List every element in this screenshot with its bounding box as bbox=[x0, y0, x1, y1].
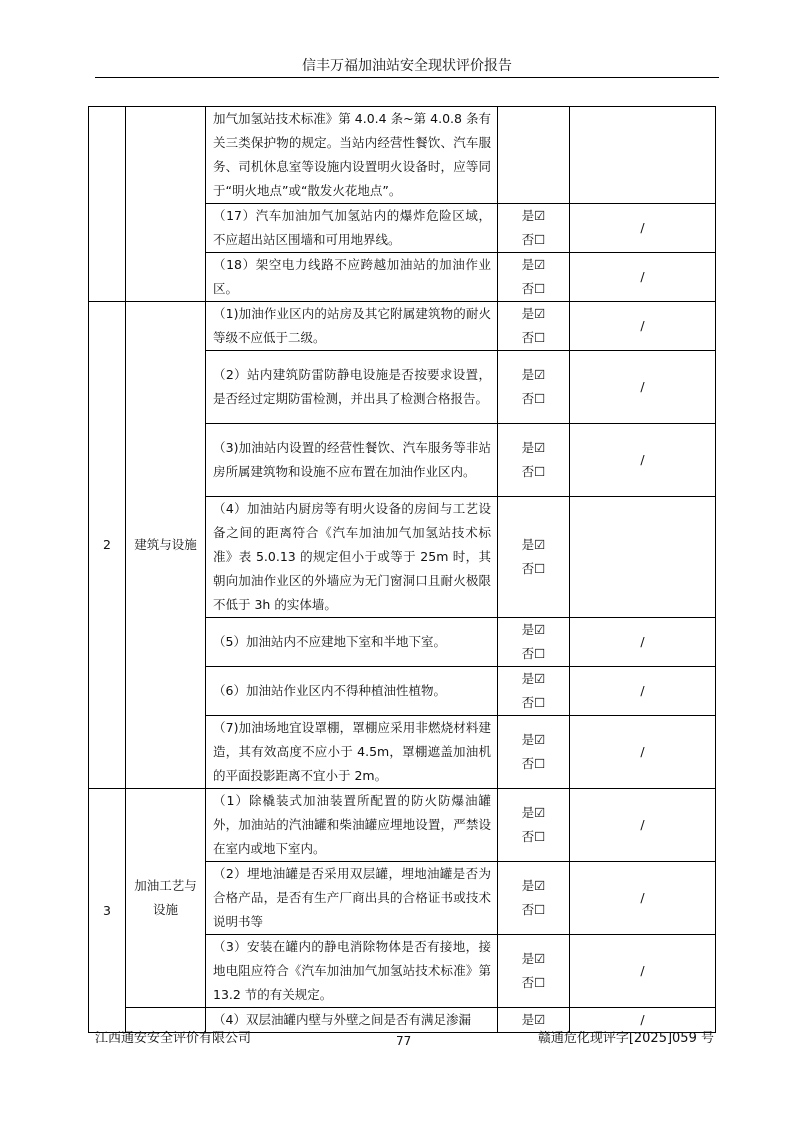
no-checkbox: 否☐ bbox=[521, 829, 546, 844]
remark-cell: / bbox=[570, 302, 716, 351]
choice-cell bbox=[498, 618, 570, 667]
no-checkbox: 否☐ bbox=[521, 232, 546, 247]
remark-cell: / bbox=[570, 424, 716, 497]
no-checkbox: 否☐ bbox=[521, 464, 546, 479]
remark-cell: / bbox=[570, 351, 716, 424]
choice-cell bbox=[498, 935, 570, 1008]
yes-checkbox: 是☑ bbox=[521, 537, 546, 552]
yes-checkbox: 是☑ bbox=[521, 208, 546, 223]
page-number: 77 bbox=[396, 1034, 412, 1048]
no-checkbox: 否☐ bbox=[521, 330, 546, 345]
group-number-cell: 2 bbox=[89, 302, 126, 789]
no-checkbox: 否☐ bbox=[521, 391, 546, 406]
no-checkbox: 否☐ bbox=[521, 561, 546, 576]
group-item-cell-continued bbox=[126, 1008, 206, 1033]
check-content: （1)加油作业区内的站房及其它附属建筑物的耐火等级不应低于二级。 bbox=[206, 302, 498, 351]
check-content: （3)加油站内设置的经营性餐饮、汽车服务等非站房所属建筑物和设施不应布置在加油作业区内。 bbox=[206, 424, 498, 497]
choice-cell bbox=[498, 862, 570, 935]
choice-cell bbox=[498, 497, 570, 618]
choice-cell bbox=[498, 351, 570, 424]
remark-cell: / bbox=[570, 716, 716, 789]
remark-cell bbox=[570, 107, 716, 204]
choice-cell bbox=[498, 424, 570, 497]
header-rule bbox=[95, 77, 719, 78]
yes-checkbox: 是☑ bbox=[521, 805, 546, 820]
check-content: （7)加油场地宜设罩棚，罩棚应采用非燃烧材料建造，其有效高度不应小于 4.5m，罩棚遮盖加油机的平面投影距离不宜小于 2m。 bbox=[206, 716, 498, 789]
no-checkbox: 否☐ bbox=[521, 646, 546, 661]
page-header-title: 信丰万福加油站安全现状评价报告 bbox=[302, 58, 512, 74]
yes-checkbox: 是☑ bbox=[521, 440, 546, 455]
check-content: （3）安装在罐内的静电消除物体是否有接地，接地电阻应符合《汽车加油加气加氢站技术标准》第 13.2 节的有关规定。 bbox=[206, 935, 498, 1008]
group-item-cell: 建筑与设施 bbox=[126, 302, 206, 789]
footer-company: 江西通安安全评价有限公司 bbox=[95, 1031, 252, 1046]
remark-cell: / bbox=[570, 789, 716, 862]
group-item-cell: 加油工艺与设施 bbox=[126, 789, 206, 1008]
yes-checkbox: 是☑ bbox=[521, 367, 546, 382]
group-number-cell: 3 bbox=[89, 789, 126, 1033]
remark-cell: / bbox=[570, 253, 716, 302]
check-content: （17）汽车加油加气加氢站内的爆炸危险区域，不应超出站区围墙和可用地界线。 bbox=[206, 204, 498, 253]
group-number-cell bbox=[89, 107, 126, 302]
no-checkbox: 否☐ bbox=[521, 756, 546, 771]
yes-checkbox: 是☑ bbox=[521, 622, 546, 637]
check-content: （6）加油站作业区内不得种植油性植物。 bbox=[206, 667, 498, 716]
check-content: （2）站内建筑防雷防静电设施是否按要求设置，是否经过定期防雷检测，并出具了检测合格报告。 bbox=[206, 351, 498, 424]
footer-document-number: 赣通危化现评字[2025]059 号 bbox=[537, 1031, 714, 1046]
table-row bbox=[89, 107, 716, 204]
table-row bbox=[89, 302, 716, 351]
yes-checkbox: 是☑ bbox=[521, 732, 546, 747]
remark-cell: / bbox=[570, 1008, 716, 1033]
choice-cell bbox=[498, 107, 570, 204]
remark-cell: / bbox=[570, 667, 716, 716]
no-checkbox: 否☐ bbox=[521, 902, 546, 917]
yes-checkbox: 是☑ bbox=[521, 1012, 546, 1027]
remark-cell bbox=[570, 497, 716, 618]
choice-cell bbox=[498, 667, 570, 716]
no-checkbox: 否☐ bbox=[521, 975, 546, 990]
check-content: 加气加氢站技术标准》第 4.0.4 条~第 4.0.8 条有关三类保护物的规定。当站内经营性餐饮、汽车服务、司机休息室等设施内设置明火设备时，应等同于“明火地点”或“散发火花地点”。 bbox=[206, 107, 498, 204]
remark-cell: / bbox=[570, 204, 716, 253]
table-row bbox=[89, 1008, 716, 1033]
choice-cell bbox=[498, 1008, 570, 1033]
remark-cell: / bbox=[570, 935, 716, 1008]
choice-cell bbox=[498, 716, 570, 789]
choice-cell bbox=[498, 204, 570, 253]
yes-checkbox: 是☑ bbox=[521, 257, 546, 272]
check-content: （1）除橇装式加油装置所配置的防火防爆油罐外，加油站的汽油罐和柴油罐应埋地设置，严禁设在室内或地下室内。 bbox=[206, 789, 498, 862]
remark-cell: / bbox=[570, 618, 716, 667]
yes-checkbox: 是☑ bbox=[521, 671, 546, 686]
yes-checkbox: 是☑ bbox=[521, 878, 546, 893]
evaluation-table bbox=[88, 106, 716, 1033]
check-content: （4）双层油罐内壁与外壁之间是否有满足渗漏 bbox=[206, 1008, 498, 1033]
check-content: （18）架空电力线路不应跨越加油站的加油作业区。 bbox=[206, 253, 498, 302]
check-content: （4）加油站内厨房等有明火设备的房间与工艺设备之间的距离符合《汽车加油加气加氢站技术标准》表 5.0.13 的规定但小于或等于 25m 时，其朝向加油作业区的外墙应为无门窗洞口且耐火极限不低于 3h 的实体墙。 bbox=[206, 497, 498, 618]
choice-cell bbox=[498, 302, 570, 351]
yes-checkbox: 是☑ bbox=[521, 306, 546, 321]
check-content: （5）加油站内不应建地下室和半地下室。 bbox=[206, 618, 498, 667]
no-checkbox: 否☐ bbox=[521, 281, 546, 296]
yes-checkbox: 是☑ bbox=[521, 951, 546, 966]
no-checkbox: 否☐ bbox=[521, 695, 546, 710]
choice-cell bbox=[498, 789, 570, 862]
remark-cell: / bbox=[570, 862, 716, 935]
choice-cell bbox=[498, 253, 570, 302]
group-item-cell bbox=[126, 107, 206, 302]
table-row bbox=[89, 789, 716, 862]
check-content: （2）埋地油罐是否采用双层罐，埋地油罐是否为合格产品，是否有生产厂商出具的合格证书或技术说明书等 bbox=[206, 862, 498, 935]
